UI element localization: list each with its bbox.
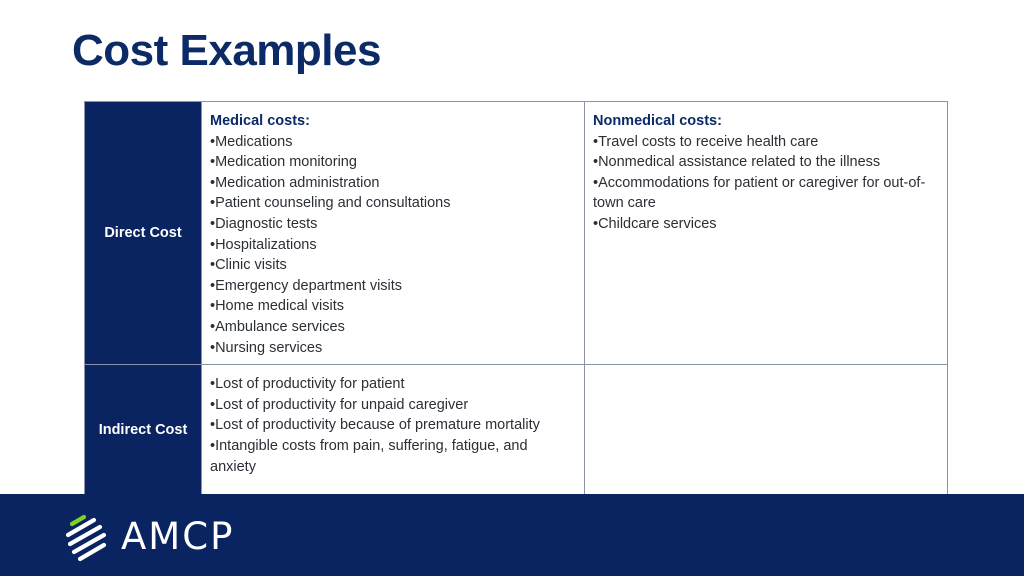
list-item: •Hospitalizations [210, 236, 317, 253]
list-item: •Home medical visits [210, 298, 344, 315]
list-item: •Lost of productivity for patient [210, 376, 405, 393]
list-item: •Clinic visits [210, 257, 287, 274]
cost-examples-table [84, 101, 948, 496]
list-item: •Accommodations for patient or caregiver for out-of-town care [593, 174, 926, 212]
nonmedical-costs-title: Nonmedical costs: [593, 113, 722, 129]
nonmedical-costs-cell [585, 102, 948, 365]
list-item: •Childcare services [593, 215, 717, 232]
list-item: •Intangible costs from pain, suffering, fatigue, and anxiety [210, 437, 528, 475]
direct-cost-row [85, 102, 948, 365]
medical-costs-title: Medical costs: [210, 113, 310, 129]
list-item: •Emergency department visits [210, 277, 403, 294]
list-item: •Medication monitoring [210, 154, 357, 171]
list-item: •Nursing services [210, 339, 323, 356]
list-item: •Medication administration [210, 174, 380, 191]
slide-title: Cost Examples [72, 26, 381, 75]
list-item: •Medications [210, 133, 293, 150]
indirect-cost-row [85, 365, 948, 496]
list-item: •Travel costs to receive health care [593, 133, 819, 150]
indirect-costs-cell [202, 365, 585, 496]
list-item: •Lost of productivity for unpaid caregiver [210, 396, 469, 413]
list-item: •Lost of productivity because of premature mortality [210, 417, 540, 434]
list-item: •Patient counseling and consultations [210, 195, 451, 212]
amcp-logo-icon [64, 514, 112, 562]
empty-cell [585, 365, 948, 496]
medical-costs-cell [202, 102, 585, 365]
amcp-logo-text: AMCP [121, 515, 235, 558]
list-item: •Ambulance services [210, 318, 345, 335]
indirect-cost-label: Indirect Cost [85, 365, 202, 496]
list-item: •Diagnostic tests [210, 215, 318, 232]
direct-cost-label: Direct Cost [85, 102, 202, 365]
list-item: •Nonmedical assistance related to the illness [593, 154, 881, 171]
